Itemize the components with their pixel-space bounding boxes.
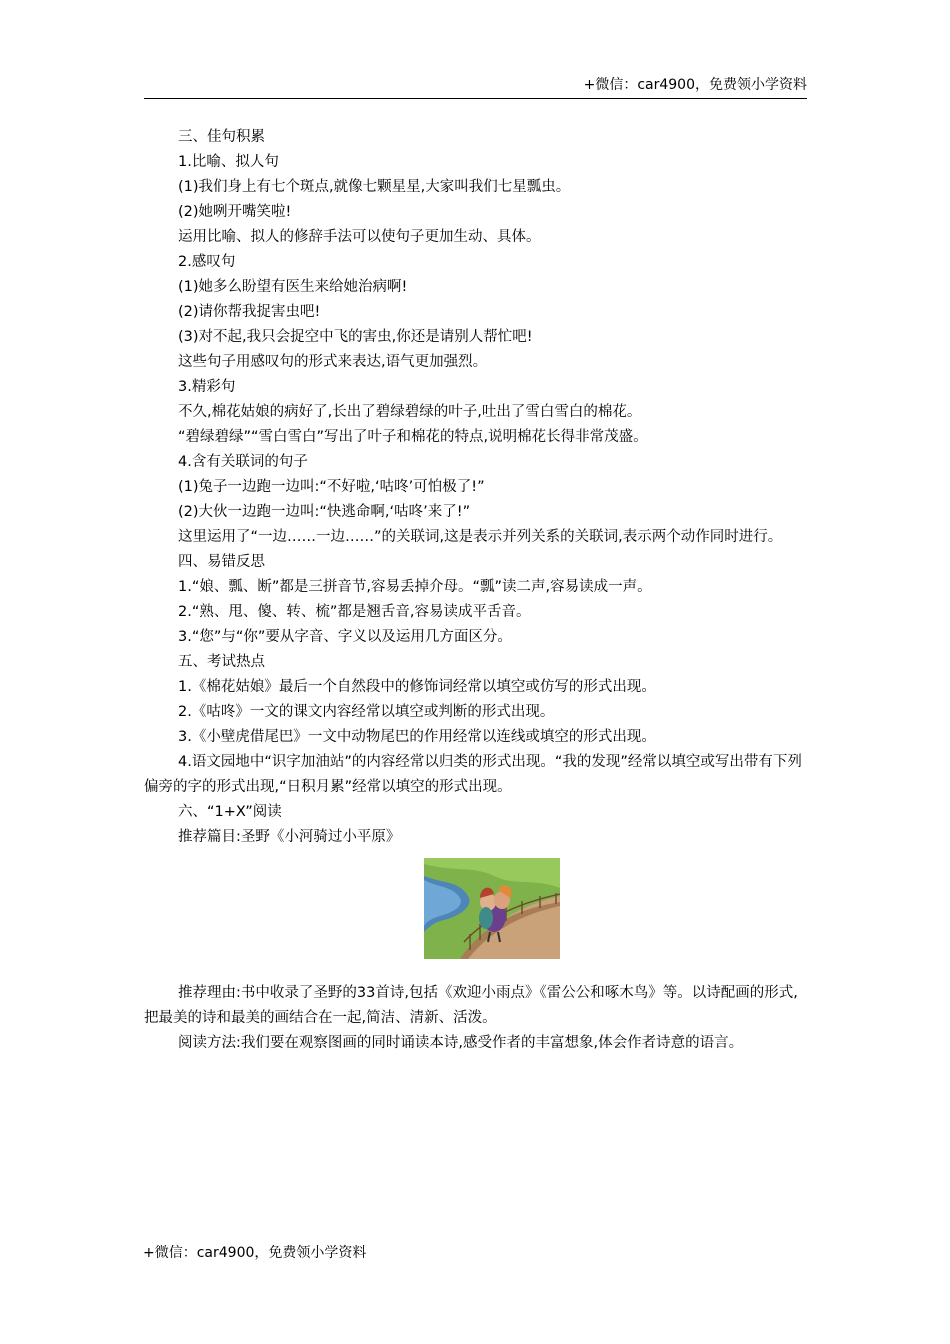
- page-footer: +微信：car4900，免费领小学资料: [143, 1245, 367, 1261]
- subsection-heading: 3.精彩句: [178, 379, 236, 395]
- subsection-heading: 2.感叹句: [178, 254, 236, 270]
- list-item: 1.“娘、瓢、断”都是三拼音节,容易丢掉介母。“瓢”读二声,容易读成一声。: [178, 579, 652, 595]
- explanation: “碧绿碧绿”“雪白雪白”写出了叶子和棉花的特点,说明棉花长得非常茂盛。: [178, 429, 648, 445]
- list-item: 2.“熟、甩、傻、转、梳”都是翘舌音,容易读成平舌音。: [178, 604, 531, 620]
- example-sentence: (2)请你帮我捉害虫吧!: [178, 304, 321, 320]
- example-sentence: (2)大伙一边跑一边叫:“快逃命啊,‘咕咚’来了!”: [178, 504, 471, 520]
- recommendation-reason: 推荐理由:书中收录了圣野的33首诗,包括《欢迎小雨点》《雷公公和啄木鸟》等。以诗配画的形式,把最美的诗和最美的画结合在一起,简洁、清新、活泼。: [144, 985, 798, 1026]
- example-sentence: (1)我们身上有七个斑点,就像七颗星星,大家叫我们七星瓢虫。: [178, 179, 571, 195]
- reading-method: 阅读方法:我们要在观察图画的同时诵读本诗,感受作者的丰富想象,体会作者诗意的语言。: [178, 1035, 744, 1051]
- book-illustration: [424, 858, 560, 959]
- example-sentence: (2)她咧开嘴笑啦!: [178, 204, 292, 220]
- section-heading: 四、易错反思: [178, 554, 265, 570]
- example-sentence: 不久,棉花姑娘的病好了,长出了碧绿碧绿的叶子,吐出了雪白雪白的棉花。: [178, 404, 642, 420]
- document-body: [144, 125, 807, 1056]
- explanation: 这里运用了“一边……一边……”的关联词,这是表示并列关系的关联词,表示两个动作同时进行。: [178, 529, 783, 545]
- header-divider: [144, 98, 807, 99]
- explanation: 运用比喻、拟人的修辞手法可以使句子更加生动、具体。: [178, 229, 541, 245]
- example-sentence: (1)她多么盼望有医生来给她治病啊!: [178, 279, 408, 295]
- recommended-title: 推荐篇目:圣野《小河骑过小平原》: [178, 829, 401, 845]
- spacer: [144, 959, 807, 981]
- example-sentence: (1)兔子一边跑一边叫:“不好啦,‘咕咚’可怕极了!”: [178, 479, 485, 495]
- subsection-heading: 1.比喻、拟人句: [178, 154, 279, 170]
- list-item: 2.《咕咚》一文的课文内容经常以填空或判断的形式出现。: [178, 704, 555, 720]
- list-item: 3.《小壁虎借尾巴》一文中动物尾巴的作用经常以连线或填空的形式出现。: [178, 729, 656, 745]
- page-header: +微信：car4900，免费领小学资料: [583, 77, 807, 93]
- section-heading: 六、“1+X”阅读: [178, 804, 282, 820]
- explanation: 这些句子用感叹句的形式来表达,语气更加强烈。: [178, 354, 488, 370]
- section-heading: 五、考试热点: [178, 654, 265, 670]
- list-item: 4.语文园地中“识字加油站”的内容经常以归类的形式出现。“我的发现”经常以填空或写出带有下列偏旁的字的形式出现,“日积月累”经常以填空的形式出现。: [144, 754, 802, 795]
- list-item: 3.“您”与“你”要从字音、字义以及运用几方面区分。: [178, 629, 512, 645]
- example-sentence: (3)对不起,我只会捉空中飞的害虫,你还是请别人帮忙吧!: [178, 329, 533, 345]
- section-heading: 三、佳句积累: [178, 129, 265, 145]
- list-item: 1.《棉花姑娘》最后一个自然段中的修饰词经常以填空或仿写的形式出现。: [178, 679, 656, 695]
- subsection-heading: 4.含有关联词的句子: [178, 454, 308, 470]
